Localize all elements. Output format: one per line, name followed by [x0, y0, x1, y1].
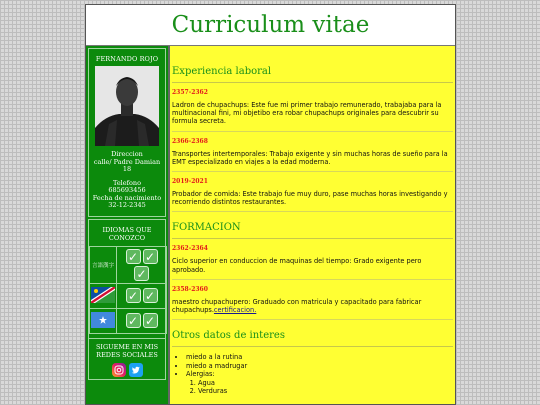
experience-date: 2366-2368 [172, 137, 208, 145]
birth-value: 32-12-2345 [108, 201, 146, 209]
list-item: • miedo a la rutina [186, 353, 453, 362]
allergies-label: Alergias: [186, 370, 215, 379]
education-title: FORMACION [172, 222, 453, 239]
certificate-link[interactable]: certificacion. [213, 306, 257, 315]
language-level [117, 311, 166, 330]
allergies-list [186, 379, 453, 396]
check-icon: ✓ [143, 313, 158, 328]
language-row [90, 283, 167, 308]
birth-label: Fecha de nacimiento [92, 193, 162, 202]
list-item: 2. Verduras [198, 387, 453, 396]
language-level [117, 247, 166, 283]
language-row [90, 246, 167, 283]
education-date: 2362-2364 [172, 245, 208, 253]
language-label: 言語漢字 [90, 246, 117, 283]
check-icon: ✓ [143, 288, 158, 303]
contact-info [89, 146, 165, 214]
other-title: Otros datos de interes [172, 330, 453, 347]
languages-title: IDIOMAS QUE CONOZCO [102, 225, 152, 242]
phone-label: Telefono [112, 178, 142, 187]
main-content [170, 46, 455, 405]
namibia-flag-icon [91, 287, 115, 303]
profile-photo [95, 66, 159, 146]
list-item [186, 370, 453, 396]
cv-page [85, 4, 456, 405]
address-value: calle/ Padre Damian 18 [93, 157, 161, 173]
header [86, 5, 455, 46]
language-row [90, 308, 167, 333]
sidebar [86, 46, 170, 405]
somalia-flag-icon [91, 312, 115, 328]
page-title: Curriculum vitae [171, 12, 370, 38]
check-icon: ✓ [126, 249, 141, 264]
profile-name: FERNANDO ROJO [95, 55, 159, 63]
instagram-icon[interactable] [112, 363, 126, 377]
social-links [89, 363, 165, 377]
profile-box [88, 48, 166, 217]
language-level [117, 286, 166, 305]
person-photo-icon [95, 66, 159, 146]
education-date: 2358-2360 [172, 285, 208, 293]
languages-table [89, 246, 167, 334]
experience-desc: Transportes intertemporales: Trabajo exigente y sin muchas horas de sueño para la EMT especializado en viajes a la edad moderna. [172, 150, 453, 172]
other-list [172, 353, 453, 396]
address-label: Direccion [111, 150, 143, 158]
list-item: 1. Agua [198, 379, 453, 388]
check-icon: ✓ [134, 266, 149, 281]
education-desc [172, 298, 453, 320]
experience-desc: Probador de comida: Este trabajo fue muy duro, pase muchas horas investigando y recorriendo distintos restaurantes. [172, 190, 453, 212]
experience-date: 2357-2362 [172, 89, 208, 96]
education-desc: Ciclo superior en conduccion de maquinas del tiempo: Grado exigente pero aprobado. [172, 257, 453, 279]
experience-desc: Ladron de chupachups: Este fue mi primer trabajo remunerado, trabajaba para la multinacional fini, mi objetibo era robar chupachups originales para descubrir su formula secreta. [172, 101, 453, 132]
phone-value: 685693456 [108, 186, 146, 194]
check-icon: ✓ [126, 288, 141, 303]
social-title: SIGUEME EN MIS REDES SOCIALES [89, 338, 165, 363]
experience-title: Experiencia laboral [172, 66, 453, 83]
twitter-icon[interactable] [129, 363, 143, 377]
languages-box [88, 219, 166, 380]
list-item: • miedo a madrugar [186, 362, 453, 371]
check-icon: ✓ [126, 313, 141, 328]
check-icon: ✓ [143, 249, 158, 264]
experience-date: 2019-2021 [172, 178, 208, 186]
education-desc-text: maestro chupachupero: Graduado con matricula y capacitado para fabricar chupachups. [172, 297, 422, 315]
